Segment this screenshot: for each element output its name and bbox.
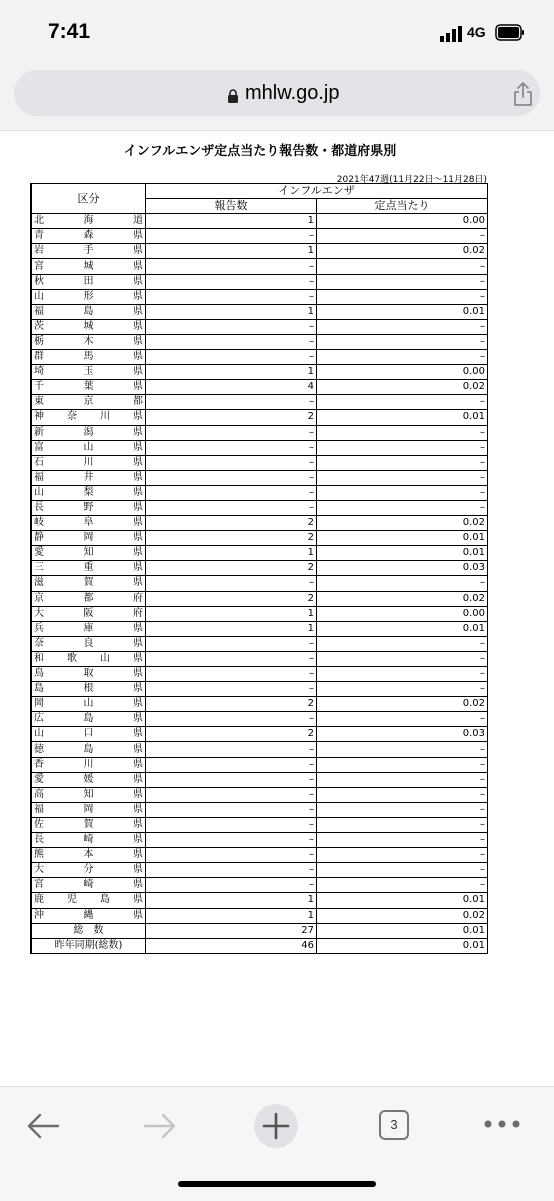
prefecture-name: 沖縄県 — [31, 908, 146, 923]
prefecture-name: 北海道 — [31, 214, 146, 229]
table-row — [31, 742, 488, 757]
table-row — [31, 833, 488, 848]
prefecture-name: 群馬県 — [31, 350, 146, 365]
per-site-value: – — [317, 712, 488, 727]
table-row — [31, 531, 488, 546]
per-site-value: – — [317, 651, 488, 666]
table-row — [31, 229, 488, 244]
prefecture-name: 茨城県 — [31, 319, 146, 334]
prefecture-name: 大阪府 — [31, 606, 146, 621]
tab-switcher-button[interactable]: 3 — [379, 1110, 409, 1140]
table-row — [31, 576, 488, 591]
table-row — [31, 848, 488, 863]
header-per-site: 定点当たり — [317, 199, 488, 214]
prefecture-name: 高知県 — [31, 787, 146, 802]
per-site-value: 0.02 — [317, 591, 488, 606]
influenza-table — [30, 183, 488, 954]
table-row — [31, 938, 488, 953]
table-row — [31, 591, 488, 606]
report-count: – — [146, 651, 317, 666]
report-count: – — [146, 863, 317, 878]
per-site-value: – — [317, 802, 488, 817]
report-count: 1 — [146, 621, 317, 636]
prefecture-name: 長野県 — [31, 500, 146, 515]
per-site-value: 0.01 — [317, 893, 488, 908]
table-row — [31, 319, 488, 334]
prefecture-name: 徳島県 — [31, 742, 146, 757]
report-count: 2 — [146, 591, 317, 606]
table-row — [31, 395, 488, 410]
per-site-value: – — [317, 636, 488, 651]
prefecture-name: 静岡県 — [31, 531, 146, 546]
per-site-value: – — [317, 485, 488, 500]
table-row — [31, 289, 488, 304]
prefecture-name: 山形県 — [31, 289, 146, 304]
per-site-value: 0.01 — [317, 304, 488, 319]
per-site-value: 0.02 — [317, 908, 488, 923]
table-row — [31, 425, 488, 440]
report-count: – — [146, 500, 317, 515]
report-count: – — [146, 757, 317, 772]
prefecture-name: 山梨県 — [31, 485, 146, 500]
report-count: – — [146, 878, 317, 893]
table-row — [31, 606, 488, 621]
prefecture-name: 秋田県 — [31, 274, 146, 289]
prefecture-name: 山口県 — [31, 727, 146, 742]
per-site-value: – — [317, 863, 488, 878]
forward-arrow-icon[interactable] — [143, 1113, 177, 1139]
per-site-value: 0.01 — [317, 546, 488, 561]
report-count: – — [146, 259, 317, 274]
prefecture-name: 青森県 — [31, 229, 146, 244]
prefecture-name: 広島県 — [31, 712, 146, 727]
table-row — [31, 802, 488, 817]
per-site-value: – — [317, 682, 488, 697]
per-site-value: 0.02 — [317, 244, 488, 259]
table-row — [31, 893, 488, 908]
prefecture-name: 東京都 — [31, 395, 146, 410]
per-site-value: – — [317, 500, 488, 515]
table-row — [31, 485, 488, 500]
per-site-value: 0.02 — [317, 516, 488, 531]
report-count: 1 — [146, 546, 317, 561]
report-count: 1 — [146, 893, 317, 908]
table-row — [31, 440, 488, 455]
prefecture-name: 奈良県 — [31, 636, 146, 651]
per-site-value: 0.00 — [317, 214, 488, 229]
table-row — [31, 244, 488, 259]
header-reports: 報告数 — [146, 199, 317, 214]
per-site-value: – — [317, 576, 488, 591]
per-site-value: – — [317, 395, 488, 410]
prefecture-name: 昨年同期(総数) — [31, 938, 146, 953]
prefecture-name: 大分県 — [31, 863, 146, 878]
per-site-value: – — [317, 274, 488, 289]
prefecture-name: 熊本県 — [31, 848, 146, 863]
back-arrow-icon[interactable] — [26, 1113, 60, 1139]
table-row — [31, 863, 488, 878]
prefecture-name: 香川県 — [31, 757, 146, 772]
prefecture-name: 佐賀県 — [31, 817, 146, 832]
prefecture-name: 岐阜県 — [31, 516, 146, 531]
table-row — [31, 712, 488, 727]
report-count: 2 — [146, 697, 317, 712]
prefecture-name: 滋賀県 — [31, 576, 146, 591]
report-count: 1 — [146, 908, 317, 923]
report-count: 27 — [146, 923, 317, 938]
table-row — [31, 621, 488, 636]
per-site-value: – — [317, 742, 488, 757]
prefecture-name: 島根県 — [31, 682, 146, 697]
share-icon[interactable] — [511, 81, 535, 107]
per-site-value: – — [317, 319, 488, 334]
prefecture-name: 岡山県 — [31, 697, 146, 712]
prefecture-name: 千葉県 — [31, 380, 146, 395]
prefecture-name: 栃木県 — [31, 334, 146, 349]
table-row — [31, 365, 488, 380]
report-count: – — [146, 848, 317, 863]
report-count: 4 — [146, 380, 317, 395]
per-site-value: 0.01 — [317, 531, 488, 546]
per-site-value: 0.01 — [317, 923, 488, 938]
report-count: – — [146, 636, 317, 651]
address-bar[interactable] — [14, 70, 540, 116]
report-count: 2 — [146, 727, 317, 742]
report-count: – — [146, 319, 317, 334]
per-site-value: 0.00 — [317, 365, 488, 380]
report-count: – — [146, 395, 317, 410]
report-count: – — [146, 289, 317, 304]
prefecture-name: 福井県 — [31, 470, 146, 485]
table-row — [31, 697, 488, 712]
per-site-value: – — [317, 848, 488, 863]
prefecture-name: 鳥取県 — [31, 667, 146, 682]
report-count: – — [146, 425, 317, 440]
report-count: 2 — [146, 410, 317, 425]
per-site-value: – — [317, 757, 488, 772]
report-count: – — [146, 455, 317, 470]
table-row — [31, 772, 488, 787]
prefecture-name: 三重県 — [31, 561, 146, 576]
battery-icon — [495, 24, 525, 41]
report-count: 1 — [146, 214, 317, 229]
report-count: 1 — [146, 304, 317, 319]
report-count: – — [146, 682, 317, 697]
report-count: 1 — [146, 244, 317, 259]
prefecture-name: 和歌山県 — [31, 651, 146, 666]
table-row — [31, 667, 488, 682]
prefecture-name: 鹿児島県 — [31, 893, 146, 908]
prefecture-name: 神奈川県 — [31, 410, 146, 425]
per-site-value: – — [317, 440, 488, 455]
table-row — [31, 817, 488, 832]
report-count: – — [146, 440, 317, 455]
signal-icon — [440, 26, 462, 42]
table-row — [31, 350, 488, 365]
table-row — [31, 727, 488, 742]
prefecture-name: 総 数 — [31, 923, 146, 938]
table-row — [31, 682, 488, 697]
per-site-value: – — [317, 455, 488, 470]
per-site-value: – — [317, 334, 488, 349]
table-row — [31, 908, 488, 923]
per-site-value: 0.03 — [317, 727, 488, 742]
home-indicator — [178, 1181, 376, 1187]
lock-icon — [227, 89, 239, 103]
prefecture-name: 岩手県 — [31, 244, 146, 259]
table-body — [31, 214, 488, 954]
prefecture-name: 愛媛県 — [31, 772, 146, 787]
per-site-value: 0.02 — [317, 380, 488, 395]
prefecture-name: 京都府 — [31, 591, 146, 606]
report-count: 1 — [146, 606, 317, 621]
report-count: – — [146, 470, 317, 485]
table-row — [31, 636, 488, 651]
per-site-value: – — [317, 259, 488, 274]
report-count: – — [146, 802, 317, 817]
per-site-value: – — [317, 772, 488, 787]
network-type: 4G — [467, 24, 486, 40]
table-row — [31, 304, 488, 319]
per-site-value: 0.00 — [317, 606, 488, 621]
prefecture-name: 宮崎県 — [31, 878, 146, 893]
report-period: 2021年47週(11月22日～11月28日) — [336, 175, 487, 185]
report-count: – — [146, 667, 317, 682]
prefecture-name: 長崎県 — [31, 833, 146, 848]
per-site-value: – — [317, 425, 488, 440]
report-count: – — [146, 576, 317, 591]
header-category: 区分 — [31, 184, 146, 214]
report-count: – — [146, 742, 317, 757]
table-row — [31, 455, 488, 470]
report-count: – — [146, 229, 317, 244]
report-count: – — [146, 787, 317, 802]
table-row — [31, 757, 488, 772]
report-count: – — [146, 350, 317, 365]
report-count: – — [146, 833, 317, 848]
table-row — [31, 651, 488, 666]
per-site-value: – — [317, 787, 488, 802]
clock: 7:41 — [48, 20, 91, 43]
report-count: 2 — [146, 531, 317, 546]
per-site-value: – — [317, 817, 488, 832]
per-site-value: – — [317, 833, 488, 848]
table-row — [31, 516, 488, 531]
prefecture-name: 福島県 — [31, 304, 146, 319]
prefecture-name: 富山県 — [31, 440, 146, 455]
table-row — [31, 500, 488, 515]
status-bar — [0, 0, 554, 64]
per-site-value: – — [317, 229, 488, 244]
plus-icon — [254, 1104, 298, 1148]
prefecture-name: 石川県 — [31, 455, 146, 470]
per-site-value: – — [317, 470, 488, 485]
per-site-value: 0.01 — [317, 621, 488, 636]
per-site-value: – — [317, 350, 488, 365]
header-disease: インフルエンザ — [146, 184, 488, 199]
document-title: インフルエンザ定点当たり報告数・都道府県別 — [123, 144, 397, 159]
prefecture-name: 宮城県 — [31, 259, 146, 274]
prefecture-name: 埼玉県 — [31, 365, 146, 380]
table-row — [31, 923, 488, 938]
report-count: 2 — [146, 516, 317, 531]
per-site-value: 0.01 — [317, 938, 488, 953]
report-count: – — [146, 772, 317, 787]
table-row — [31, 561, 488, 576]
per-site-value: – — [317, 289, 488, 304]
url-text[interactable]: mhlw.go.jp — [245, 82, 340, 104]
prefecture-name: 福岡県 — [31, 802, 146, 817]
table-row — [31, 470, 488, 485]
new-tab-button[interactable] — [254, 1104, 298, 1148]
table-row — [31, 334, 488, 349]
browser-toolbar — [0, 64, 554, 131]
report-count: 46 — [146, 938, 317, 953]
table-row — [31, 878, 488, 893]
table-row — [31, 380, 488, 395]
report-count: – — [146, 334, 317, 349]
report-count: 1 — [146, 365, 317, 380]
table-row — [31, 787, 488, 802]
table-row — [31, 274, 488, 289]
report-count: 2 — [146, 561, 317, 576]
per-site-value: 0.03 — [317, 561, 488, 576]
prefecture-name: 新潟県 — [31, 425, 146, 440]
table-row — [31, 214, 488, 229]
per-site-value: – — [317, 667, 488, 682]
table-row — [31, 546, 488, 561]
per-site-value: – — [317, 878, 488, 893]
table-row — [31, 259, 488, 274]
prefecture-name: 兵庫県 — [31, 621, 146, 636]
more-dots-icon[interactable] — [482, 1118, 522, 1130]
report-count: – — [146, 712, 317, 727]
report-count: – — [146, 485, 317, 500]
report-count: – — [146, 817, 317, 832]
per-site-value: 0.02 — [317, 697, 488, 712]
table-row — [31, 410, 488, 425]
per-site-value: 0.01 — [317, 410, 488, 425]
report-count: – — [146, 274, 317, 289]
prefecture-name: 愛知県 — [31, 546, 146, 561]
